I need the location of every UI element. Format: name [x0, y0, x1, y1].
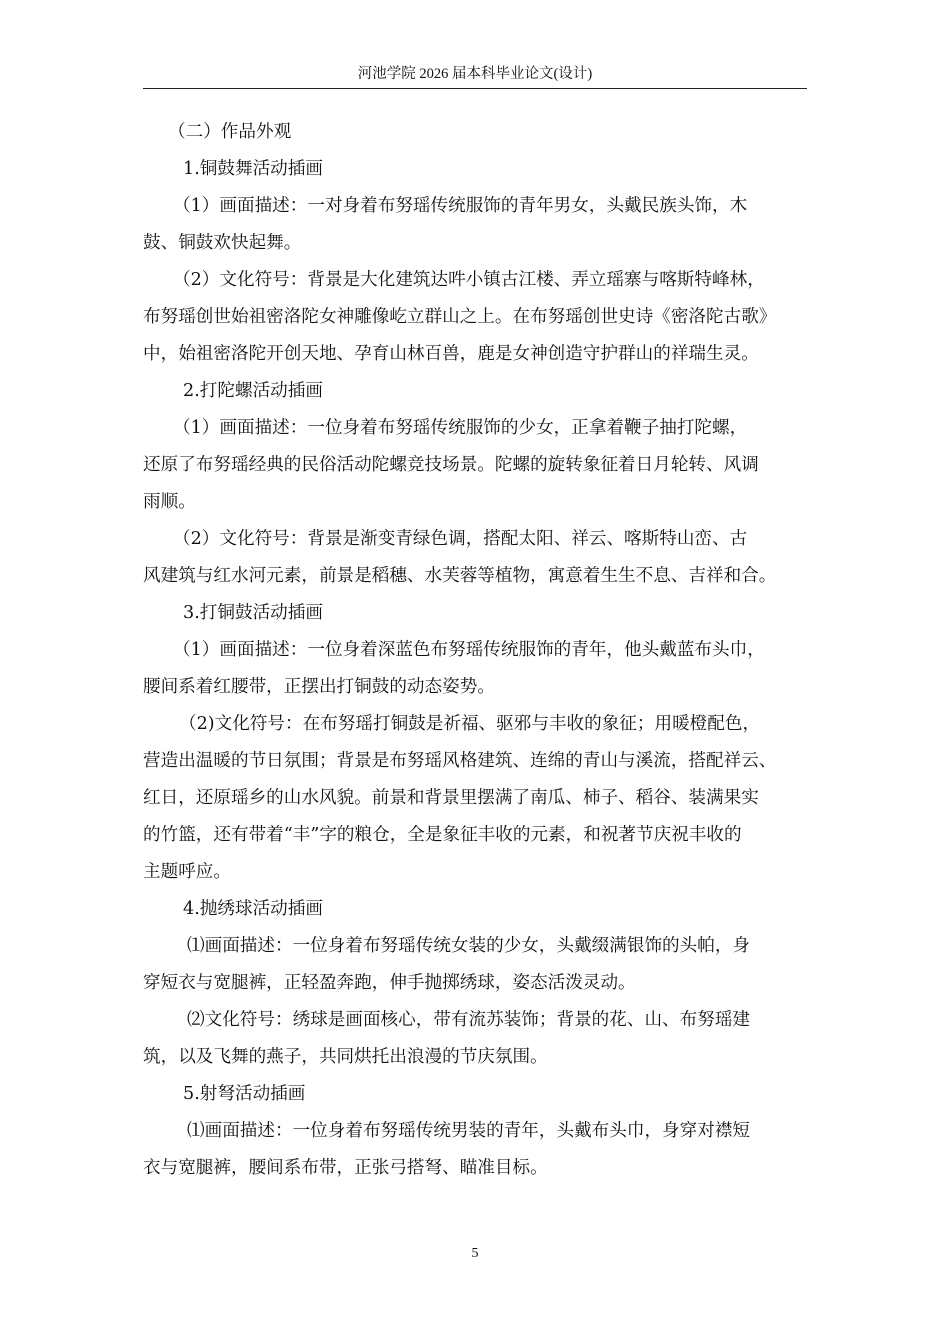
- item-title: 1.铜鼓舞活动插画: [183, 159, 323, 179]
- item-title: 3.打铜鼓活动插画: [183, 603, 323, 623]
- header-rule: [143, 88, 807, 89]
- item-description: ⑴画面描述：一位身着布努瑶传统女装的少女，头戴缀满银饰的头帕，身 穿短衣与宽腿裤，正轻盈奔跑，伸手抛掷绣球，姿态活泼灵动。: [143, 936, 751, 993]
- item-description: （1）画面描述：一位身着深蓝色布努瑶传统服饰的青年，他头戴蓝布头巾， 腰间系着红腰带，正摆出打铜鼓的动态姿势。: [143, 640, 765, 697]
- item-cultural-symbol: ⑵文化符号：绣球是画面核心，带有流苏装饰；背景的花、山、布努瑶建 筑，以及飞舞的燕子，共同烘托出浪漫的节庆氛围。: [143, 1010, 751, 1067]
- item-cultural-symbol: （2）文化符号：背景是大化建筑达吽小镇古江楼、弄立瑶寨与喀斯特峰林， 布努瑶创世始祖密洛陀女神雕像屹立群山之上。在布努瑶创世史诗《密洛陀古歌》 中，始祖密洛陀开创天地、孕育山林百兽，鹿是女神创造守护群山的祥瑞生灵。: [143, 270, 777, 364]
- item-title: 5.射弩活动插画: [183, 1084, 306, 1104]
- item-cultural-symbol: （2)文化符号：在布努瑶打铜鼓是祈福、驱邪与丰收的象征；用暖橙配色， 营造出温暖的节日氛围；背景是布努瑶风格建筑、连绵的青山与溪流，搭配祥云、 红日，还原瑶乡的山水风貌。前景和背景里摆满了南瓜、柿子、稻谷、装满果实 的竹篮，还有带着“丰”字的粮仓，全是象征丰收的元素，和祝著节庆祝丰收的 主题呼应。: [143, 714, 777, 882]
- page-number: 5: [471, 1246, 479, 1261]
- item-description: ⑴画面描述：一位身着布努瑶传统男装的青年，头戴布头巾，身穿对襟短 衣与宽腿裤，腰间系布带，正张弓搭弩、瞄准目标。: [143, 1121, 751, 1178]
- item-title: 4.抛绣球活动插画: [183, 899, 323, 919]
- body-text: [143, 114, 807, 1187]
- item-description: （1）画面描述：一对身着布努瑶传统服饰的青年男女，头戴民族头饰，木 鼓、铜鼓欢快起舞。: [143, 196, 748, 253]
- item-description: （1）画面描述：一位身着布努瑶传统服饰的少女，正拿着鞭子抽打陀螺， 还原了布努瑶经典的民俗活动陀螺竞技场景。陀螺的旋转象征着日月轮转、风调 雨顺。: [143, 418, 759, 512]
- item-title: 2.打陀螺活动插画: [183, 381, 323, 401]
- running-header: 河池学院 2026 届本科毕业论文(设计): [357, 66, 593, 82]
- section-heading: （二）作品外观: [168, 122, 292, 142]
- item-cultural-symbol: （2）文化符号：背景是渐变青绿色调，搭配太阳、祥云、喀斯特山峦、古 风建筑与红水河元素，前景是稻穗、水芙蓉等植物，寓意着生生不息、吉祥和合。: [143, 529, 777, 586]
